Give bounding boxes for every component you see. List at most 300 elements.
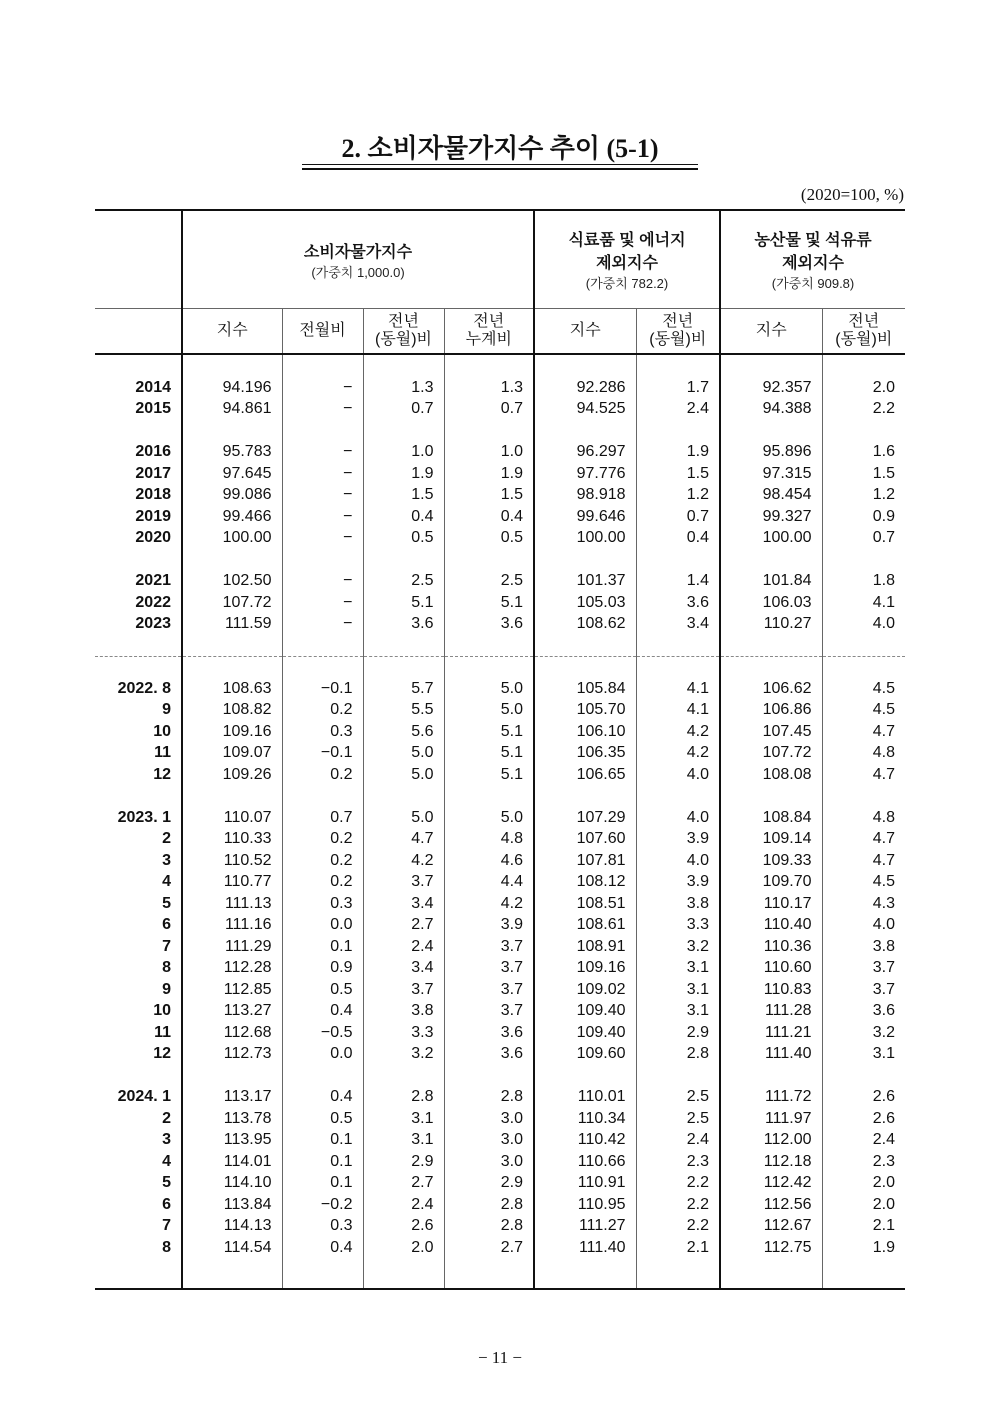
table-cell: 0.5	[282, 1108, 363, 1130]
table-cell: 0.7	[636, 506, 720, 528]
table-cell: 0.3	[282, 1215, 363, 1237]
table-cell: 110.07	[182, 807, 282, 829]
row-label: 5	[162, 894, 171, 912]
table-cell: 2.5	[363, 570, 444, 592]
spacer-cell	[182, 1258, 282, 1289]
table-cell: 95.896	[720, 441, 822, 463]
spacer-cell	[182, 635, 282, 657]
table-cell: 109.40	[534, 1022, 636, 1044]
spacer-cell	[720, 1258, 822, 1289]
table-cell: 108.12	[534, 871, 636, 893]
row-label: 4	[162, 1152, 171, 1170]
table-cell: 4.7	[363, 828, 444, 850]
subheader-mom: 전월비	[282, 309, 363, 355]
table-row	[95, 1108, 905, 1130]
spacer-cell	[636, 656, 720, 678]
table-cell: 112.56	[720, 1194, 822, 1216]
spacer-cell	[636, 354, 720, 377]
spacer-cell	[95, 420, 182, 442]
table-row	[95, 570, 905, 592]
table-cell: 4.7	[822, 721, 905, 743]
spacer-cell	[282, 635, 363, 657]
row-label: 8	[162, 959, 171, 976]
spacer-cell	[182, 549, 282, 571]
spacer-cell	[534, 420, 636, 442]
table-cell: −0.1	[282, 678, 363, 700]
subheader-yoy-line1: 전년	[388, 313, 419, 330]
table-cell: 105.03	[534, 592, 636, 614]
table-row	[95, 742, 905, 764]
table-cell: 98.454	[720, 484, 822, 506]
table-cell: 4.5	[822, 871, 905, 893]
table-row	[95, 1237, 905, 1259]
table-cell: 111.27	[534, 1215, 636, 1237]
spacer-cell	[534, 354, 636, 377]
row-label: 5	[162, 1174, 171, 1191]
table-row	[95, 1215, 905, 1237]
table-cell: 108.62	[534, 613, 636, 635]
spacer-cell	[636, 785, 720, 807]
table-row	[95, 721, 905, 743]
table-cell: 5.1	[444, 721, 534, 743]
header-agri-name1: 농산물 및 석유류	[754, 232, 872, 249]
spacer-cell	[182, 785, 282, 807]
table-cell: 110.34	[534, 1108, 636, 1130]
header-cpi-weight: (가중치 1,000.0)	[311, 264, 405, 280]
row-label: 10	[153, 722, 171, 740]
subheader-agri-yoy	[822, 309, 905, 355]
spacer-cell	[822, 1065, 905, 1087]
spacer-cell	[182, 656, 282, 678]
table-cell: 0.4	[363, 506, 444, 528]
table-cell: 4.2	[636, 742, 720, 764]
table-row	[95, 592, 905, 614]
spacer-row	[95, 1065, 905, 1087]
spacer-cell	[363, 1258, 444, 1289]
spacer-cell	[444, 785, 534, 807]
table-cell: 108.91	[534, 936, 636, 958]
table-cell: 3.7	[363, 979, 444, 1001]
row-label: 6	[162, 916, 171, 933]
spacer-cell	[444, 656, 534, 678]
table-cell: 99.327	[720, 506, 822, 528]
table-cell: 4.2	[444, 893, 534, 915]
spacer-cell	[95, 785, 182, 807]
spacer-cell	[282, 420, 363, 442]
spacer-cell	[444, 549, 534, 571]
table-cell: 106.86	[720, 699, 822, 721]
table-cell: 106.03	[720, 592, 822, 614]
table-cell: −0.5	[282, 1022, 363, 1044]
table-cell: 101.84	[720, 570, 822, 592]
table-cell: 112.18	[720, 1151, 822, 1173]
table-cell: 106.65	[534, 764, 636, 786]
table-cell: 94.388	[720, 398, 822, 420]
table-cell: 0.1	[282, 1172, 363, 1194]
table-cell: 0.2	[282, 828, 363, 850]
table-cell: −	[282, 613, 363, 635]
header-core-name1: 식료품 및 에너지	[568, 232, 686, 249]
page-number: − 11 −	[477, 1348, 523, 1367]
table-cell: 97.645	[182, 463, 282, 485]
row-label: 8	[162, 1238, 171, 1256]
spacer-cell	[822, 785, 905, 807]
spacer-cell	[444, 354, 534, 377]
table-cell: 2.8	[444, 1194, 534, 1216]
table-cell: 100.00	[720, 527, 822, 549]
spacer-cell	[534, 1258, 636, 1289]
table-row	[95, 807, 905, 829]
row-label: 3	[162, 1131, 171, 1148]
table-cell: 3.4	[363, 957, 444, 979]
table-cell: 107.81	[534, 850, 636, 872]
table-row	[95, 871, 905, 893]
table-cell: 2.0	[363, 1237, 444, 1259]
spacer-row	[95, 354, 905, 377]
table-cell: −	[282, 463, 363, 485]
table-cell: 113.17	[182, 1086, 282, 1108]
spacer-cell	[363, 785, 444, 807]
table-cell: 3.2	[636, 936, 720, 958]
table-cell: 111.40	[534, 1237, 636, 1259]
table-cell: −	[282, 441, 363, 463]
table-cell: 0.7	[822, 527, 905, 549]
table-cell: 5.1	[444, 592, 534, 614]
spacer-cell	[720, 549, 822, 571]
table-cell: 107.45	[720, 721, 822, 743]
table-cell: 3.0	[444, 1151, 534, 1173]
table-cell: 111.97	[720, 1108, 822, 1130]
table-cell: 5.0	[444, 807, 534, 829]
table-cell: 109.40	[534, 1000, 636, 1022]
table-row	[95, 1194, 905, 1216]
table-cell: 1.2	[636, 484, 720, 506]
table-cell: 109.33	[720, 850, 822, 872]
separator-row	[95, 635, 905, 657]
spacer-cell	[720, 635, 822, 657]
table-cell: 114.54	[182, 1237, 282, 1259]
spacer-cell	[444, 635, 534, 657]
subheader-agri-yoy-line2: (동월)비	[835, 331, 893, 348]
table-cell: 110.42	[534, 1129, 636, 1151]
table-cell: 114.13	[182, 1215, 282, 1237]
table-cell: 111.59	[182, 613, 282, 635]
row-label: 9	[162, 701, 171, 718]
spacer-cell	[363, 635, 444, 657]
table-cell: 5.0	[444, 678, 534, 700]
table-cell: 109.16	[182, 721, 282, 743]
spacer-cell	[182, 420, 282, 442]
cpi-table-container	[95, 209, 905, 1290]
table-cell: 0.5	[444, 527, 534, 549]
table-cell: 2.9	[363, 1151, 444, 1173]
table-cell: 3.3	[363, 1022, 444, 1044]
subheader-agri-yoy-line1: 전년	[848, 313, 880, 330]
table-cell: 108.82	[182, 699, 282, 721]
table-cell: 5.1	[444, 742, 534, 764]
table-row	[95, 463, 905, 485]
table-cell: 2.1	[822, 1215, 905, 1237]
table-cell: 1.3	[444, 377, 534, 399]
table-cell: 1.8	[822, 570, 905, 592]
spacer-cell	[636, 420, 720, 442]
table-cell: 2.2	[636, 1194, 720, 1216]
table-cell: 108.61	[534, 914, 636, 936]
spacer-cell	[182, 354, 282, 377]
row-label: 2014	[135, 378, 171, 396]
table-cell: −	[282, 506, 363, 528]
table-cell: 110.36	[720, 936, 822, 958]
row-label: 2015	[135, 400, 171, 417]
table-cell: 109.26	[182, 764, 282, 786]
row-label: 2021	[135, 572, 171, 589]
header-agri	[720, 210, 905, 309]
table-cell: 111.28	[720, 1000, 822, 1022]
table-cell: 4.5	[822, 678, 905, 700]
table-cell: 105.70	[534, 699, 636, 721]
spacer-cell	[363, 656, 444, 678]
spacer-cell	[182, 1065, 282, 1087]
row-label: 12	[153, 765, 171, 783]
table-cell: −0.1	[282, 742, 363, 764]
table-cell: 2.8	[636, 1043, 720, 1065]
table-cell: 3.6	[636, 592, 720, 614]
table-cell: 5.0	[363, 807, 444, 829]
table-cell: 1.5	[444, 484, 534, 506]
table-cell: 4.0	[636, 764, 720, 786]
spacer-cell	[822, 656, 905, 678]
table-cell: 4.8	[444, 828, 534, 850]
table-cell: 99.466	[182, 506, 282, 528]
table-cell: 3.1	[636, 957, 720, 979]
table-cell: 5.7	[363, 678, 444, 700]
table-cell: 2.4	[363, 1194, 444, 1216]
table-cell: 111.29	[182, 936, 282, 958]
table-cell: 4.2	[363, 850, 444, 872]
table-cell: 3.0	[444, 1129, 534, 1151]
table-cell: 113.84	[182, 1194, 282, 1216]
table-cell: 4.7	[822, 828, 905, 850]
table-cell: 1.4	[636, 570, 720, 592]
table-cell: 112.73	[182, 1043, 282, 1065]
table-cell: 4.4	[444, 871, 534, 893]
table-cell: 0.7	[363, 398, 444, 420]
table-cell: 108.84	[720, 807, 822, 829]
subheader-core-yoy	[636, 309, 720, 355]
table-row	[95, 1151, 905, 1173]
row-label: 3	[162, 851, 171, 869]
table-cell: 112.00	[720, 1129, 822, 1151]
table-cell: 92.357	[720, 377, 822, 399]
row-label: 10	[153, 1002, 171, 1019]
table-cell: 1.0	[363, 441, 444, 463]
table-cell: −	[282, 377, 363, 399]
table-cell: 108.08	[720, 764, 822, 786]
table-cell: 4.1	[822, 592, 905, 614]
table-cell: 4.1	[636, 699, 720, 721]
table-row	[95, 1172, 905, 1194]
subheader-core-yoy-line2: (동월)비	[649, 331, 707, 348]
table-row	[95, 1129, 905, 1151]
table-cell: 110.01	[534, 1086, 636, 1108]
table-cell: 1.0	[444, 441, 534, 463]
table-cell: 102.50	[182, 570, 282, 592]
table-cell: 2.8	[444, 1215, 534, 1237]
row-label: 2017	[135, 464, 171, 482]
table-cell: 0.1	[282, 1151, 363, 1173]
table-cell: 3.7	[444, 936, 534, 958]
table-cell: 2.2	[822, 398, 905, 420]
spacer-cell	[636, 635, 720, 657]
spacer-cell	[720, 1065, 822, 1087]
header-agri-weight: (가중치 909.8)	[771, 276, 855, 291]
table-row	[95, 506, 905, 528]
table-cell: 2.5	[636, 1086, 720, 1108]
table-cell: 109.07	[182, 742, 282, 764]
table-cell: 2.4	[822, 1129, 905, 1151]
spacer-cell	[282, 1258, 363, 1289]
row-label: 7	[162, 1217, 171, 1234]
table-cell: 2.7	[444, 1237, 534, 1259]
table-cell: 2.4	[363, 936, 444, 958]
table-row	[95, 764, 905, 786]
table-cell: 107.29	[534, 807, 636, 829]
spacer-cell	[636, 1065, 720, 1087]
table-cell: 3.8	[363, 1000, 444, 1022]
row-label: 2018	[135, 486, 171, 503]
table-cell: 1.9	[636, 441, 720, 463]
spacer-cell	[95, 549, 182, 571]
table-cell: 97.315	[720, 463, 822, 485]
table-cell: 110.33	[182, 828, 282, 850]
table-cell: 2.3	[636, 1151, 720, 1173]
table-cell: 0.4	[282, 1000, 363, 1022]
table-cell: 99.086	[182, 484, 282, 506]
table-cell: 5.0	[363, 764, 444, 786]
spacer-cell	[534, 656, 636, 678]
spacer-cell	[822, 354, 905, 377]
table-cell: 112.67	[720, 1215, 822, 1237]
table-cell: 0.9	[282, 957, 363, 979]
table-cell: 0.5	[282, 979, 363, 1001]
table-row	[95, 936, 905, 958]
table-cell: 3.1	[363, 1129, 444, 1151]
table-cell: 105.84	[534, 678, 636, 700]
spacer-cell	[822, 635, 905, 657]
table-cell: 0.4	[444, 506, 534, 528]
table-cell: 2.8	[363, 1086, 444, 1108]
table-cell: 2.3	[822, 1151, 905, 1173]
subheader-yoy-line2: (동월)비	[374, 331, 433, 348]
row-label: 11	[154, 1023, 171, 1041]
table-cell: 5.1	[363, 592, 444, 614]
spacer-cell	[95, 656, 182, 678]
table-cell: 113.95	[182, 1129, 282, 1151]
table-cell: 111.13	[182, 893, 282, 915]
row-label: 2	[162, 1109, 171, 1127]
row-label: 2	[162, 830, 171, 847]
spacer-cell	[444, 420, 534, 442]
corner-cell-sub	[95, 309, 182, 355]
table-cell: 4.8	[822, 807, 905, 829]
spacer-cell	[95, 1258, 182, 1289]
table-cell: 3.7	[822, 957, 905, 979]
spacer-cell	[282, 785, 363, 807]
table-row	[95, 398, 905, 420]
table-cell: 3.9	[444, 914, 534, 936]
table-cell: 109.14	[720, 828, 822, 850]
table-row	[95, 957, 905, 979]
table-cell: 5.0	[444, 699, 534, 721]
table-row	[95, 484, 905, 506]
table-row	[95, 1086, 905, 1108]
table-cell: 0.4	[282, 1237, 363, 1259]
table-cell: 112.68	[182, 1022, 282, 1044]
table-cell: 112.42	[720, 1172, 822, 1194]
table-cell: 2.4	[636, 398, 720, 420]
table-cell: 3.7	[444, 957, 534, 979]
header-agri-name2: 제외지수	[782, 255, 844, 272]
table-cell: 2.8	[444, 1086, 534, 1108]
table-cell: 3.8	[822, 936, 905, 958]
header-core-weight: (가중치 782.2)	[585, 276, 669, 291]
table-cell: 111.21	[720, 1022, 822, 1044]
row-label: 4	[162, 873, 171, 890]
table-cell: 112.75	[720, 1237, 822, 1259]
table-cell: 109.02	[534, 979, 636, 1001]
table-cell: 0.7	[444, 398, 534, 420]
table-cell: 110.77	[182, 871, 282, 893]
table-cell: 101.37	[534, 570, 636, 592]
table-body	[95, 354, 905, 1289]
table-cell: 112.85	[182, 979, 282, 1001]
table-cell: 110.95	[534, 1194, 636, 1216]
table-cell: 3.7	[363, 871, 444, 893]
table-cell: 108.51	[534, 893, 636, 915]
table-cell: −	[282, 398, 363, 420]
table-cell: 2.6	[822, 1108, 905, 1130]
table-cell: 2.5	[444, 570, 534, 592]
table-cell: 4.0	[822, 613, 905, 635]
table-cell: 2.9	[444, 1172, 534, 1194]
table-cell: 1.9	[363, 463, 444, 485]
spacer-cell	[720, 354, 822, 377]
spacer-cell	[534, 549, 636, 571]
table-cell: 110.83	[720, 979, 822, 1001]
subheader-cum	[444, 309, 534, 355]
spacer-cell	[95, 354, 182, 377]
spacer-cell	[282, 656, 363, 678]
table-cell: 4.1	[636, 678, 720, 700]
spacer-cell	[534, 635, 636, 657]
table-cell: 111.40	[720, 1043, 822, 1065]
spacer-row	[95, 785, 905, 807]
table-cell: 96.297	[534, 441, 636, 463]
table-cell: 114.01	[182, 1151, 282, 1173]
spacer-cell	[363, 549, 444, 571]
spacer-cell	[444, 1065, 534, 1087]
row-label: 2016	[135, 443, 171, 460]
table-row	[95, 893, 905, 915]
table-cell: 110.91	[534, 1172, 636, 1194]
table-cell: 106.62	[720, 678, 822, 700]
table-row	[95, 613, 905, 635]
spacer-cell	[282, 1065, 363, 1087]
spacer-cell	[534, 1065, 636, 1087]
table-cell: 107.72	[720, 742, 822, 764]
table-cell: 3.6	[822, 1000, 905, 1022]
table-cell: 1.9	[822, 1237, 905, 1259]
